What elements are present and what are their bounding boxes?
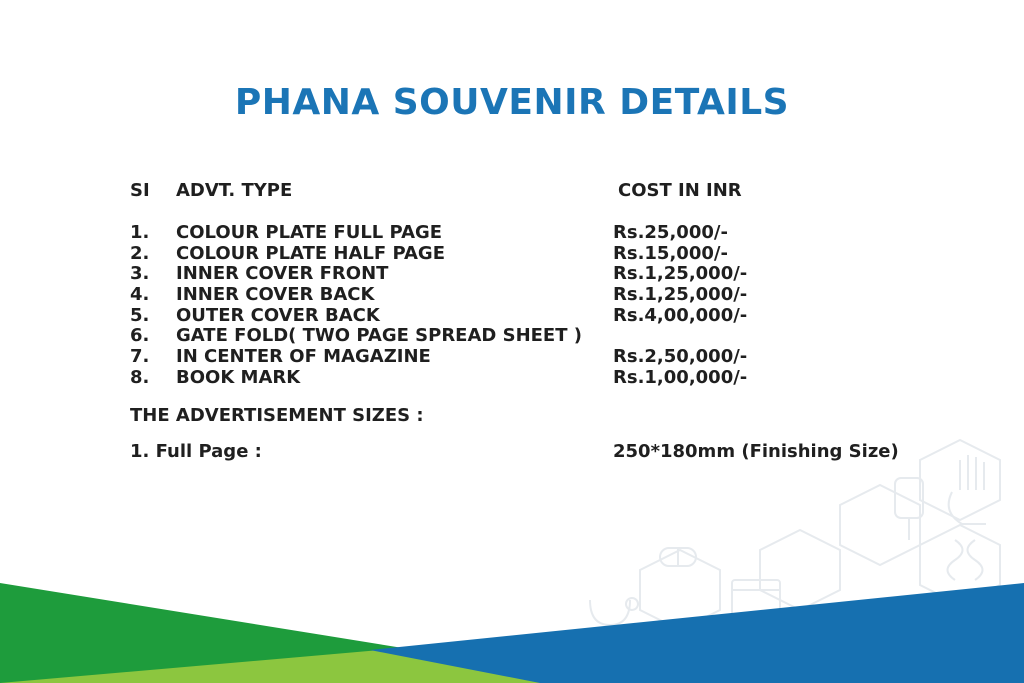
hand-icon	[949, 455, 986, 524]
row-number: 7.	[130, 346, 150, 368]
dna-icon	[948, 540, 983, 580]
row-type: BOOK MARK	[176, 366, 301, 388]
sizes-heading: THE ADVERTISEMENT SIZES :	[130, 405, 424, 426]
table-row	[0, 243, 1024, 264]
blue-band	[370, 583, 1024, 683]
full-page-size: 250*180mm (Finishing Size)	[613, 441, 899, 462]
row-type: GATE FOLD( TWO PAGE SPREAD SHEET )	[176, 325, 583, 347]
row-cost: Rs.25,000/-	[613, 222, 728, 243]
row-type: COLOUR PLATE FULL PAGE	[176, 222, 443, 243]
table-row	[0, 305, 1024, 326]
table-row	[0, 367, 1024, 388]
row-cost: Rs.1,25,000/-	[613, 263, 748, 285]
row-type: INNER COVER BACK	[176, 284, 375, 306]
header-si: SI	[130, 180, 150, 201]
iv-bag-icon	[895, 478, 923, 540]
row-number: 1.	[130, 222, 150, 243]
row-cost: Rs.1,25,000/-	[613, 284, 748, 306]
row-type: COLOUR PLATE HALF PAGE	[176, 242, 445, 264]
page-title: PHANA SOUVENIR DETAILS	[234, 82, 790, 123]
advt-table	[0, 222, 1024, 388]
row-number: 4.	[130, 284, 150, 306]
table-row	[0, 222, 1024, 243]
row-number: 2.	[130, 242, 150, 264]
row-cost: Rs.15,000/-	[613, 242, 728, 264]
stethoscope-icon	[590, 598, 638, 625]
row-number: 5.	[130, 304, 150, 326]
table-row	[0, 346, 1024, 367]
row-cost: Rs.2,50,000/-	[613, 346, 748, 368]
row-type: IN CENTER OF MAGAZINE	[176, 346, 431, 368]
row-number: 8.	[130, 366, 150, 388]
row-type: OUTER COVER BACK	[176, 304, 380, 326]
header-cost: COST IN INR	[618, 180, 742, 201]
row-number: 6.	[130, 325, 150, 347]
row-number: 3.	[130, 263, 150, 285]
table-row	[0, 263, 1024, 284]
table-row	[0, 325, 1024, 346]
header-advt-type: ADVT. TYPE	[176, 180, 293, 201]
row-type: INNER COVER FRONT	[176, 263, 389, 285]
table-row	[0, 284, 1024, 305]
row-cost: Rs.1,00,000/-	[613, 366, 748, 388]
row-cost: Rs.4,00,000/-	[613, 304, 748, 326]
full-page-label: 1. Full Page :	[130, 441, 262, 462]
